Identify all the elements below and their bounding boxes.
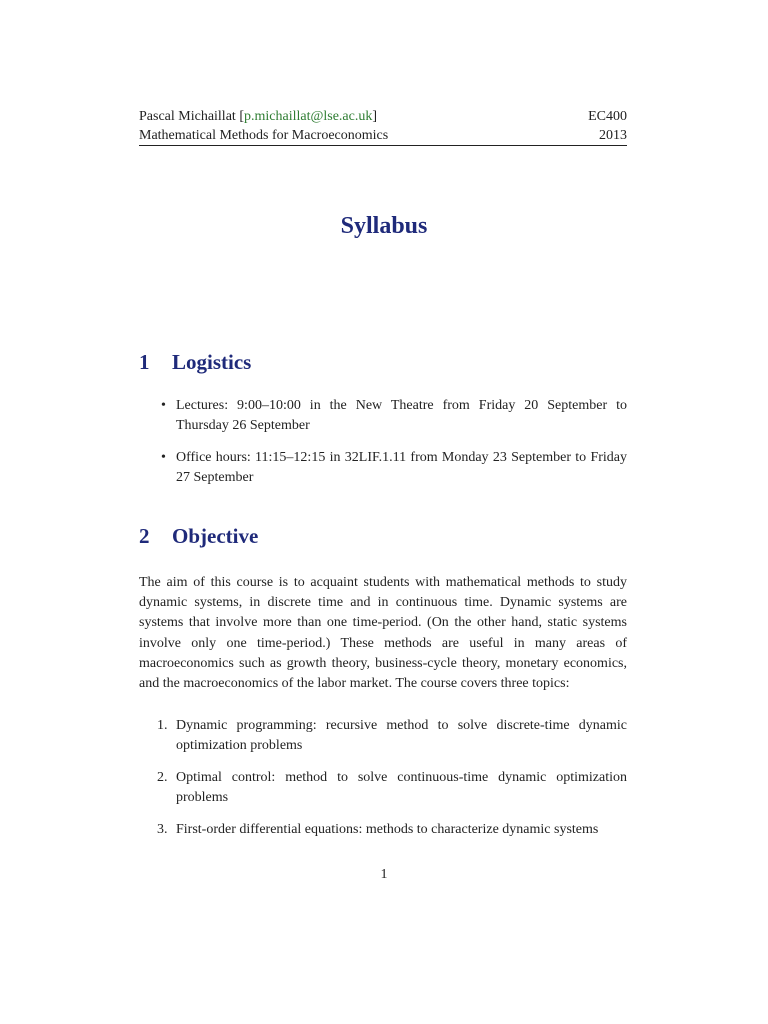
page-header — [139, 107, 627, 145]
header-row-bottom — [139, 126, 627, 145]
section-title: Logistics — [172, 350, 252, 374]
topics-list — [139, 716, 627, 852]
section-title: Objective — [172, 524, 259, 548]
author-email-link[interactable]: p.michaillat@lse.ac.uk — [243, 109, 373, 124]
list-item-text: Office hours: 11:15–12:15 in 32LIF.1.11 from Monday 23 September to Friday 27 September — [176, 450, 627, 485]
section-number: 1 — [139, 350, 150, 374]
bullet-marker: • — [161, 450, 166, 465]
header-row-top — [139, 107, 627, 126]
list-item-text: Optimal control: method to solve continuous-time dynamic optimization problems — [176, 770, 627, 805]
list-item-text: First-order differential equations: methods to characterize dynamic systems — [176, 822, 599, 837]
item-number: 2. — [157, 770, 168, 785]
section-heading-objective — [139, 524, 258, 549]
objective-paragraph: The aim of this course is to acquaint students with mathematical methods to study dynamic systems, in discrete time and in continuous time. Dynamic systems are systems that involve more than one time-period. (On the other hand, static systems involve only one time-period.) These methods are useful in many areas of macroeconomics such as growth theory, business-cycle theory, monetary economics, and the macroeconomics of the labor market. The course covers three topics: — [139, 575, 627, 692]
course-code: EC400 — [588, 109, 627, 124]
header-author-line: Pascal Michaillat [p.michaillat@lse.ac.uk] — [139, 109, 378, 124]
list-item — [139, 768, 627, 808]
list-item — [139, 448, 627, 488]
page-number: 1 — [380, 867, 388, 882]
list-item — [139, 820, 627, 840]
list-item-text: Lectures: 9:00–10:00 in the New Theatre from Friday 20 September to Thursday 26 September — [176, 398, 627, 433]
list-item — [139, 396, 627, 436]
header-divider — [139, 145, 627, 146]
course-title: Mathematical Methods for Macroeconomics — [139, 128, 389, 143]
item-number: 3. — [157, 822, 168, 837]
course-year: 2013 — [599, 128, 627, 143]
item-number: 1. — [157, 718, 168, 733]
section-number: 2 — [139, 524, 150, 548]
list-item-text: Dynamic programming: recursive method to solve discrete-time dynamic optimization problems — [176, 718, 627, 753]
author-name: Pascal Michaillat — [139, 109, 236, 124]
document-title: Syllabus — [340, 213, 428, 239]
logistics-list — [139, 396, 627, 500]
section-heading-logistics — [139, 350, 251, 375]
list-item — [139, 716, 627, 756]
bullet-marker: • — [161, 398, 166, 413]
